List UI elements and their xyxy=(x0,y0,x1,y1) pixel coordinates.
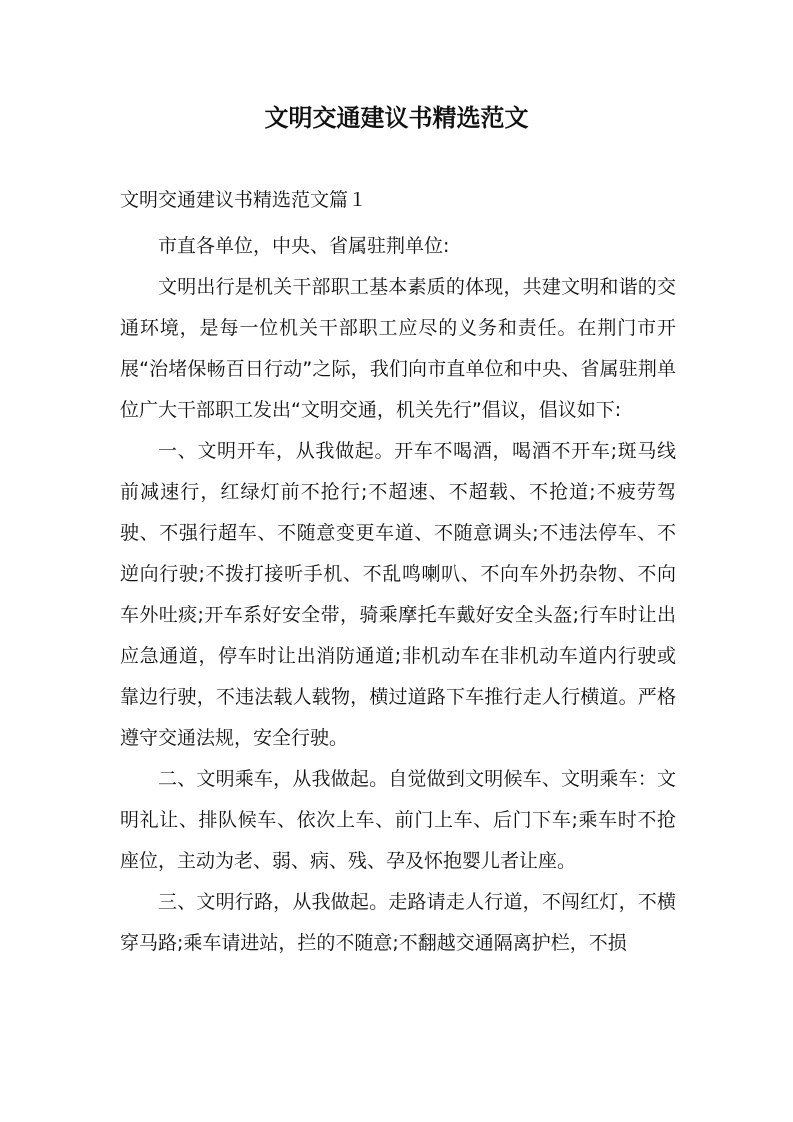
driving-paragraph: 一、文明开车，从我做起。开车不喝酒，喝酒不开车;斑马线前减速行，红绿灯前不抢行;不超速、不超载、不抢道;不疲劳驾驶、不强行超车、不随意变更车道、不随意调头;不违法停车、不逆向行驶;不拨打接听手机、不乱鸣喇叭、不向车外扔杂物、不向车外吐痰;开车系好安全带，骑乘摩托车戴好安全头盔;行车时让出应急通道，停车时让出消防通道;非机动车在非机动车道内行驶或靠边行驶，不违法载人载物，横过道路下车推行走人行横道。严格遵守交通法规，安全行驶。 xyxy=(120,440,676,749)
section-heading: 文明交通建议书精选范文篇１ xyxy=(120,189,368,211)
intro-paragraph: 文明出行是机关干部职工基本素质的体现，共建文明和谐的交通环境，是每一位机关干部职工应尽的义务和责任。在荆门市开展“治堵保畅百日行动”之际，我们向市直单位和中央、省属驻荆单位广大干部职工发出“文明交通，机关先行”倡议，倡议如下: xyxy=(120,276,676,421)
walking-paragraph: 三、文明行路，从我做起。走路请走人行道，不闯红灯，不横穿马路;乘车请进站，拦的不随意;不翻越交通隔离护栏，不损 xyxy=(120,891,676,954)
salutation-paragraph: 市直各单位，中央、省属驻荆单位: xyxy=(158,235,450,257)
document-body xyxy=(120,226,676,964)
riding-paragraph: 二、文明乘车，从我做起。自觉做到文明候车、文明乘车：文明礼让、排队候车、依次上车、前门上车、后门下车;乘车时不抢座位，主动为老、弱、病、残、孕及怀抱婴儿者让座。 xyxy=(120,768,676,872)
document-title: 文明交通建议书精选范文 xyxy=(264,104,529,132)
